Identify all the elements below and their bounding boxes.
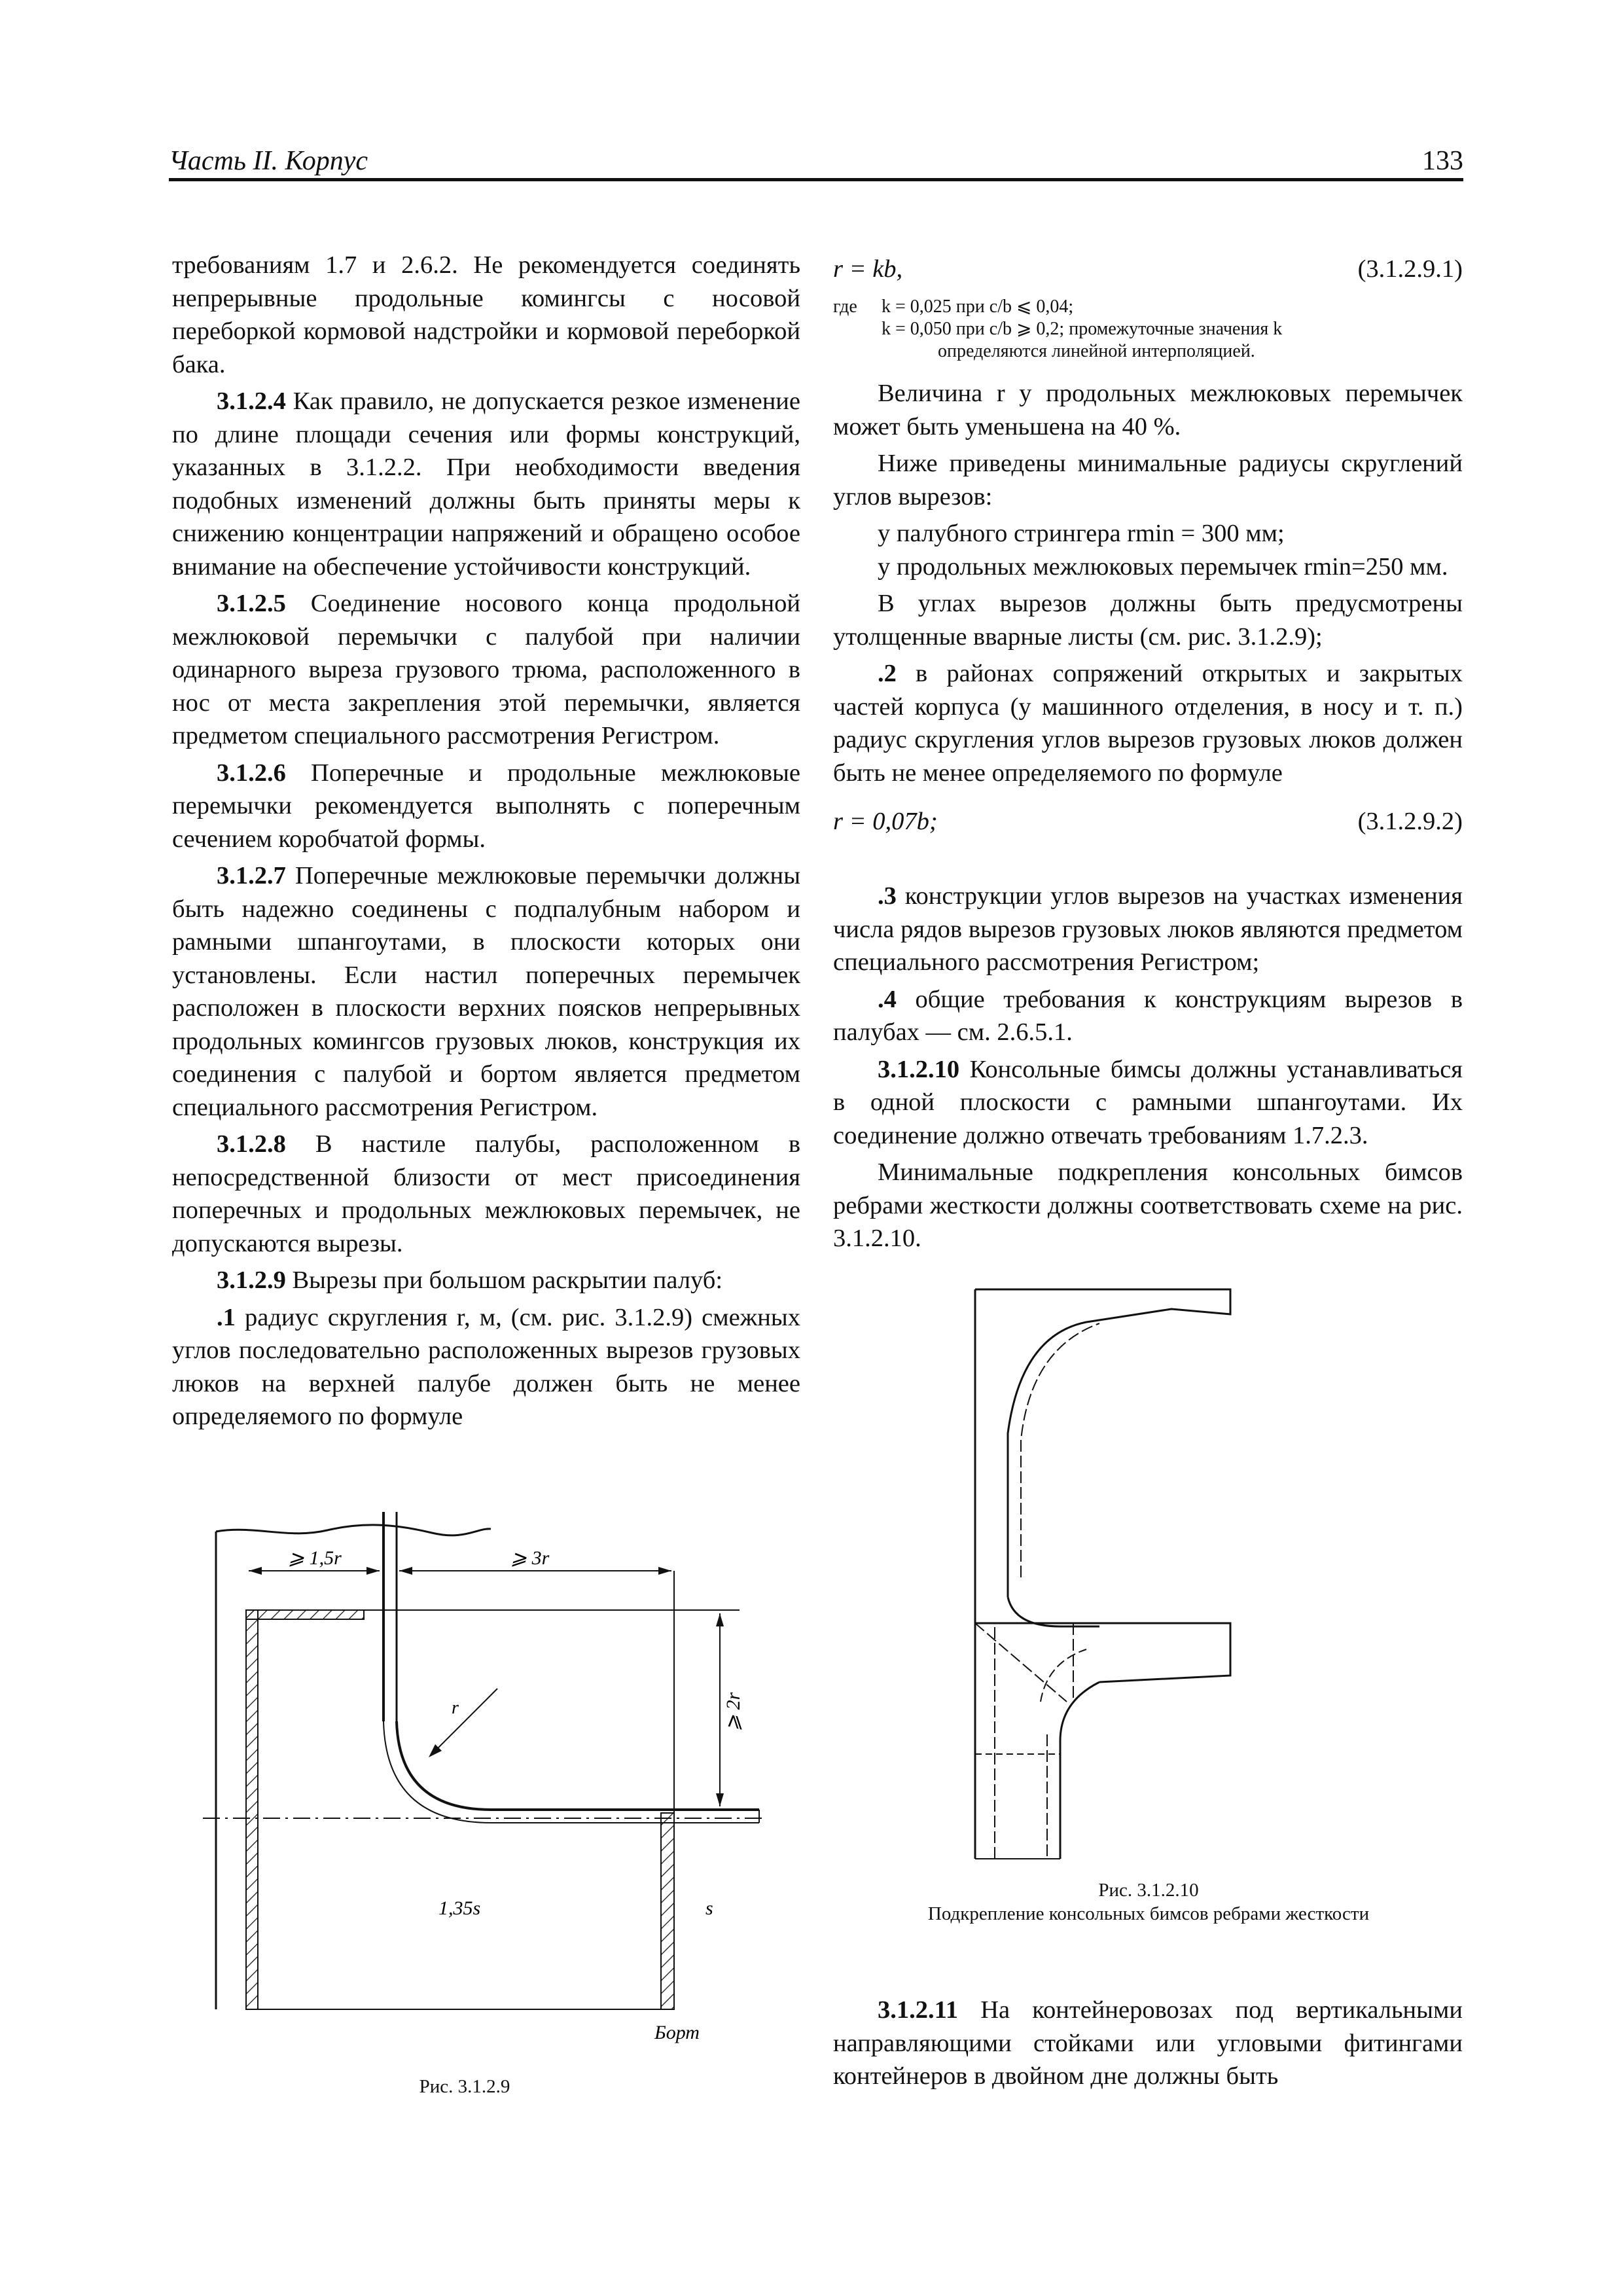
- clause-text: На контейнеровозах под вертикальными направляющими стойками или угловыми фитингами контейнеров в двойном дне должны быть: [833, 1996, 1463, 2090]
- paragraph: Ниже приведены минимальные радиусы скруглений углов вырезов:: [833, 450, 1463, 511]
- clause-number: 3.1.2.6: [217, 759, 286, 787]
- caption-title: Подкрепление консольных бимсов ребрами жесткости: [927, 1903, 1370, 1924]
- formula-expression: r = 0,07b;: [833, 808, 938, 835]
- paragraph: у палубного стрингера rmin = 300 мм;: [878, 520, 1285, 547]
- clause-text: радиус скругления r, м, (см. рис. 3.1.2.9) смежных углов последовательно расположенных вырезов грузовых люков на верхней палубе должен быть не менее определяемого по формуле: [172, 1303, 800, 1430]
- dim-label-1-5r: ⩾ 1,5r: [288, 1547, 342, 1569]
- dim-label-s: s: [705, 1897, 713, 1919]
- formula-reference: (3.1.2.9.2): [1357, 808, 1463, 835]
- where-line: k = 0,050 при c/b ⩾ 0,2; промежуточные значения k: [882, 319, 1283, 339]
- hatched-top-strip: [246, 1610, 364, 1619]
- formula-expression: r = kb,: [833, 255, 903, 283]
- right-column-bottom: [833, 1994, 1463, 2097]
- paragraph-3-1-2-8: [172, 1128, 800, 1260]
- clause-number: 3.1.2.10: [878, 1055, 960, 1083]
- paragraph-3-1-2-10: [833, 1053, 1463, 1153]
- clause-text: Соединение носового конца продольной межлюковой перемычки с палубой при наличии одинарного выреза грузового трюма, расположенного в нос от места закрепления этой перемычки, является предметом специального рассмотрения Регистром.: [172, 590, 800, 749]
- clause-text: Как правило, не допускается резкое изменение по длине площади сечения или формы конструкций, указанных в 3.1.2.2. При необходимости введения подобных изменений должны быть приняты меры к снижению концентрации напряжений и обращено особое внимание на обеспечение устойчивости конструкций.: [172, 387, 800, 581]
- hatched-frame-left: [246, 1610, 258, 2009]
- radius-label: r: [452, 1698, 459, 1718]
- header-rule: [169, 178, 1463, 181]
- paragraph-3-1-2-6: [172, 757, 800, 856]
- formula-3-1-2-9-2: [833, 805, 1463, 842]
- hatched-frame-right: [661, 1813, 674, 2009]
- clause-text: Поперечные межлюковые перемычки должны быть надежно соединены с подпалубным набором и рамными шпангоутами, в плоскости которых они установлены. Если настил поперечных перемычек расположен в плоскости верхних поясков непрерывных продольных комингсов грузовых люков, конструкция их соединения с палубой и бортом является предметом специального рассмотрения Регистром.: [172, 862, 800, 1121]
- where-label: где: [833, 296, 857, 317]
- paragraph: Минимальные подкрепления консольных бимсов ребрами жесткости должны соответствовать схеме на рис. 3.1.2.10.: [833, 1158, 1463, 1252]
- paragraph-3-1-2-5: [172, 587, 800, 753]
- clause-number: 3.1.2.8: [217, 1130, 286, 1158]
- formula-3-1-2-9-1: [833, 253, 1463, 289]
- left-column: [172, 249, 800, 1437]
- clause-number: 3.1.2.9: [217, 1266, 286, 1294]
- clause-number: 3.1.2.7: [217, 862, 286, 889]
- paragraph: требованиям 1.7 и 2.6.2. Не рекомендуется соединять непрерывные продольные комингсы с носовой переборкой кормовой надстройки и кормовой переборкой бака.: [172, 251, 800, 378]
- paragraph: у продольных межлюковых перемычек rmin=250 мм.: [878, 552, 1448, 581]
- page-number: 133: [1422, 146, 1463, 176]
- where-line: определяются линейной интерполяцией.: [938, 341, 1255, 361]
- figure-3-1-2-10: [969, 1283, 1283, 1872]
- formula-reference: (3.1.2.9.1): [1357, 255, 1463, 283]
- clause-text: Поперечные и продольные межлюковые перемычки рекомендуется выполнять с поперечным сечением коробчатой формы.: [172, 759, 800, 853]
- side-label: Борт: [654, 2022, 700, 2043]
- clause-text: Консольные бимсы должны устанавливаться в одной плоскости с рамными шпангоутами. Их соединение должно отвечать требованиям 1.7.2.3.: [833, 1055, 1463, 1149]
- paragraph-3-1-2-9-1: [172, 1301, 800, 1433]
- where-line: k = 0,025 при c/b ⩽ 0,04;: [882, 296, 1074, 317]
- clause-text: конструкции углов вырезов на участках изменения числа рядов вырезов грузовых люков являются предметом специального рассмотрения Регистром;: [833, 882, 1463, 976]
- clause-number: .4: [878, 985, 897, 1013]
- caption-number: Рис. 3.1.2.10: [1098, 1880, 1199, 1901]
- clause-text: в районах сопряжений открытых и закрытых частей корпуса (у машинного отделения, в носу и т. п.) радиус скругления углов вырезов грузовых люков должен быть не менее определяемого по формуле: [833, 660, 1463, 787]
- clause-text: общие требования к конструкциям вырезов в палубах — см. 2.6.5.1.: [833, 985, 1463, 1046]
- dim-label-3r: ⩾ 3r: [510, 1547, 550, 1569]
- clause-number: 3.1.2.5: [217, 590, 286, 617]
- right-column: [833, 249, 1463, 1259]
- figure-3-1-2-9: [203, 1505, 779, 2062]
- clause-text: Вырезы при большом раскрытии палуб:: [285, 1266, 723, 1294]
- paragraph-3-1-2-9-4: [833, 983, 1463, 1049]
- dim-label-2r: ⩾ 2r: [722, 1692, 744, 1731]
- paragraph-3-1-2-9-2: [833, 657, 1463, 789]
- figure-caption-3-1-2-10: [851, 1878, 1446, 1926]
- paragraph-3-1-2-11: [833, 1994, 1463, 2093]
- clause-number: 3.1.2.4: [217, 387, 286, 415]
- clause-number: .1: [217, 1303, 236, 1331]
- paragraph-3-1-2-4: [172, 385, 800, 583]
- figure-caption-3-1-2-9: Рис. 3.1.2.9: [419, 2076, 510, 2097]
- break-line-top: [216, 1525, 491, 1535]
- paragraph-3-1-2-7: [172, 859, 800, 1124]
- clause-number: .3: [878, 882, 897, 910]
- paragraph: В углах вырезов должны быть предусмотрены утолщенные вварные листы (см. рис. 3.1.2.9);: [833, 590, 1463, 651]
- header-section-title: Часть II. Корпус: [169, 146, 368, 176]
- clause-number: .2: [878, 660, 897, 687]
- paragraph: Величина r у продольных межлюковых перемычек может быть уменьшена на 40 %.: [833, 380, 1463, 440]
- clause-number: 3.1.2.11: [878, 1996, 959, 2024]
- clause-text: В настиле палубы, расположенном в непосредственной близости от мест присоединения поперечных и продольных межлюковых перемычек, не допускаются вырезы.: [172, 1130, 800, 1257]
- paragraph-3-1-2-9: [172, 1264, 800, 1297]
- formula-legend: [833, 296, 1463, 363]
- dim-label-1-35s: 1,35s: [438, 1897, 481, 1919]
- paragraph-3-1-2-9-3: [833, 880, 1463, 979]
